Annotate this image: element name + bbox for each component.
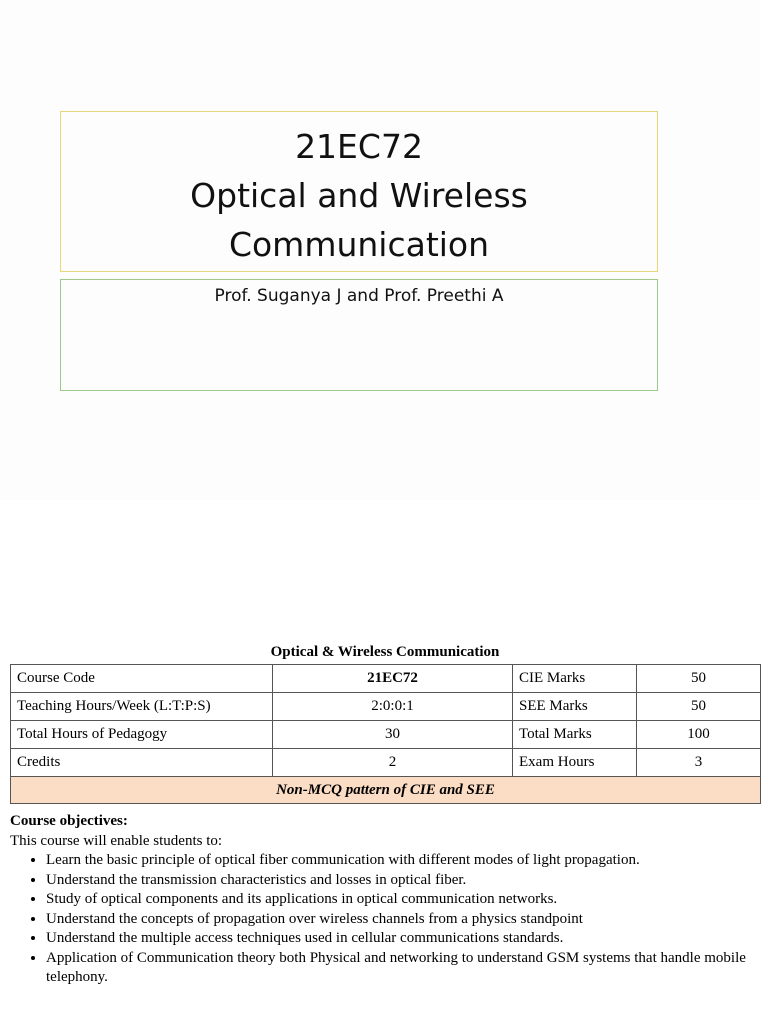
table-cell: Course Code	[11, 665, 273, 693]
course-info-table	[10, 664, 761, 804]
objectives-heading: Course objectives:	[10, 813, 128, 829]
list-item: • Understand the concepts of propagation over wireless channels from a physics standpoint	[46, 910, 760, 930]
slide-subtitle-box	[60, 279, 658, 391]
list-item: • Learn the basic principle of optical fiber communication with different modes of light propagation.	[46, 851, 760, 871]
slide-title-line-3: Communication	[228, 225, 490, 264]
slide-title-box	[60, 111, 658, 272]
table-row	[11, 665, 761, 693]
table-cell: Exam Hours	[513, 749, 637, 777]
table-row	[11, 693, 761, 721]
list-item: • Understand the transmission characteristics and losses in optical fiber.	[46, 871, 760, 891]
table-cell: 100	[637, 721, 761, 749]
title-slide	[0, 0, 760, 500]
list-item: • Understand the multiple access techniques used in cellular communications standards.	[46, 929, 760, 949]
table-row	[11, 721, 761, 749]
table-row	[11, 777, 761, 804]
list-item: • Application of Communication theory both Physical and networking to understand GSM systems that handle mobile telephony.	[46, 949, 760, 988]
table-cell: Teaching Hours/Week (L:T:P:S)	[11, 693, 273, 721]
table-cell: 50	[637, 665, 761, 693]
table-cell: 2:0:0:1	[273, 693, 513, 721]
exam-pattern-note: Non-MCQ pattern of CIE and SEE	[11, 777, 761, 804]
syllabus-heading: Optical & Wireless Communication	[270, 644, 500, 660]
list-item: • Study of optical components and its applications in optical communication networks.	[46, 890, 760, 910]
table-row	[11, 749, 761, 777]
slide-authors: Prof. Suganya J and Prof. Preethi A	[214, 286, 504, 306]
table-cell: Credits	[11, 749, 273, 777]
syllabus-section	[10, 640, 760, 988]
table-cell: 50	[637, 693, 761, 721]
objectives-intro: This course will enable students to:	[10, 832, 223, 849]
table-cell: 30	[273, 721, 513, 749]
table-cell: SEE Marks	[513, 693, 637, 721]
slide-title-line-2: Optical and Wireless	[190, 176, 528, 215]
course-objectives	[10, 812, 760, 988]
table-cell: 3	[637, 749, 761, 777]
table-cell: Total Hours of Pedagogy	[11, 721, 273, 749]
objectives-list	[10, 851, 760, 988]
table-cell: 2	[273, 749, 513, 777]
slide-title-line-1: 21EC72	[295, 127, 423, 166]
table-cell: Total Marks	[513, 721, 637, 749]
table-cell: 21EC72	[273, 665, 513, 693]
table-cell: CIE Marks	[513, 665, 637, 693]
